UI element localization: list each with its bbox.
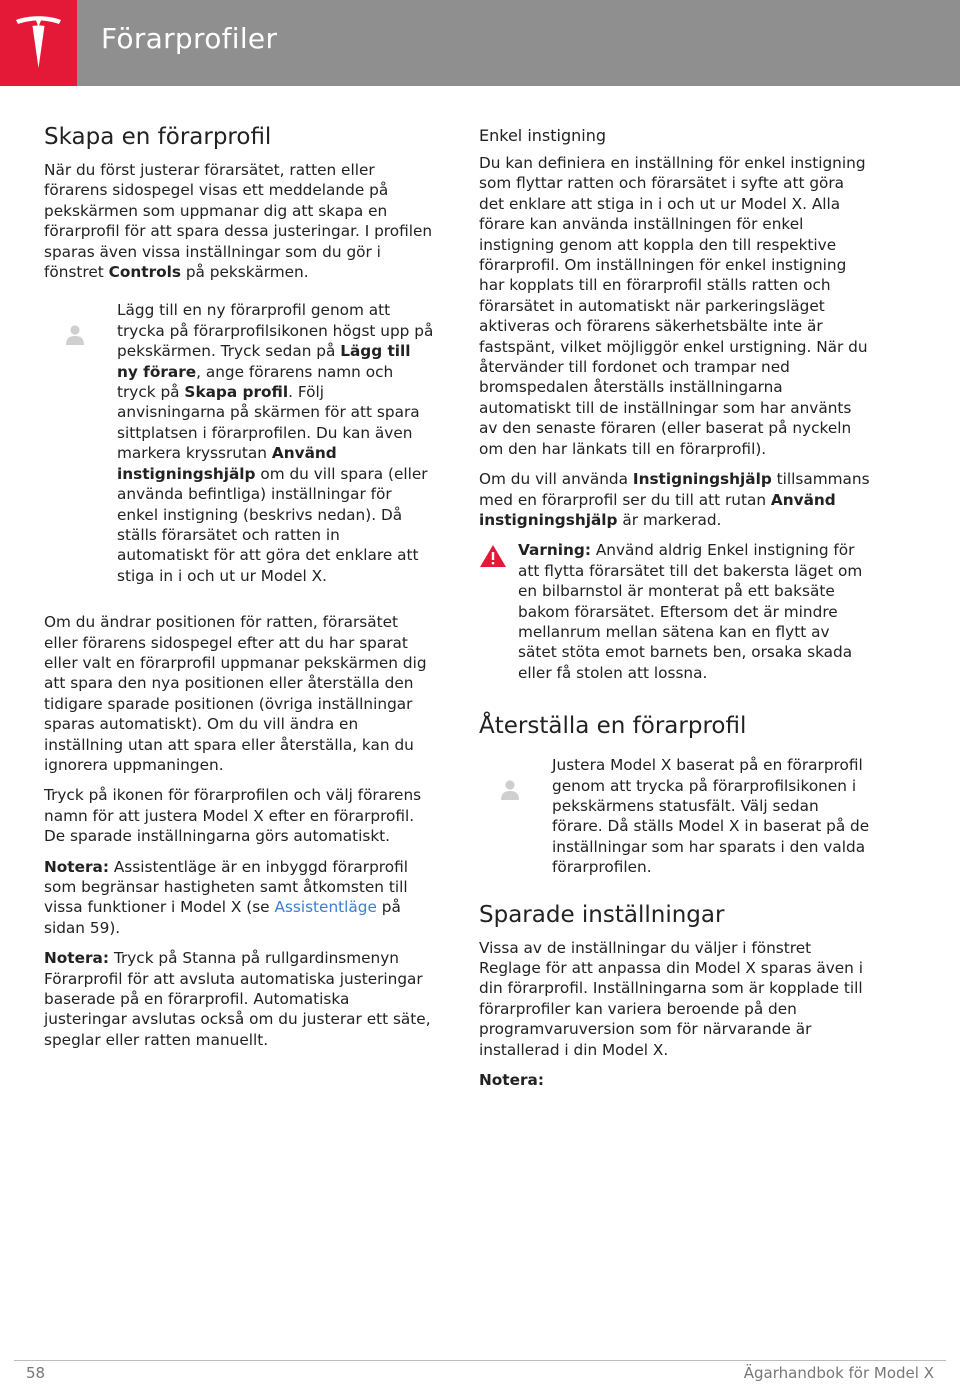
tesla-logo-icon	[14, 14, 63, 70]
driver-profile-icon	[65, 324, 85, 346]
section-heading-restore-profile: Återställa en förarprofil	[479, 713, 747, 740]
warning-icon	[479, 544, 507, 568]
note-text: Justera Model X baserat på en förarprofil genom att trycka på förarprofilsikonen i pekskärmens statusfält. Välj sedan förare. Då ställs Model X in baserat på de inställningar som har sparats i den valda förarprofilen.	[552, 756, 870, 877]
right-column	[479, 126, 871, 1100]
driver-profile-note	[44, 300, 436, 586]
warning-label: Varning:	[518, 541, 591, 560]
text: Assistentläge är en inbyggd förarprofil som begränsar hastigheten samt åtkomsten till vissa funktioner i Model X (se	[44, 857, 408, 917]
text: När du först justerar förarsätet, ratten eller förarens sidospegel visas ett meddelande på pekskärmen som uppmanar dig att skapa en förarprofil för att spara dessa justeringar. I profilen sparas även vissa inställningar som du gör i fönstret	[44, 161, 433, 282]
note-paragraph	[479, 1070, 871, 1090]
intro-paragraph	[44, 160, 436, 282]
paragraph: Du kan definiera en inställning för enkel instigning som flyttar ratten och förarsätet i syfte att göra det enklare att stiga in i och ut ur Model X. Alla förare kan använda inställningen för enkel instigning genom att koppla den till respektive förarprofil. Om inställningen för enkel instigning har kopplats till en förarprofil ställs ratten och förarsätet in automatiskt när parkeringsläget aktiveras och förarens säkerhetsbälte inte är fastspänt, vilket möjliggör enkel urstigning. När du återvänder till fordonet och trampar ned bromspedalen återställs inställningarna automatiskt till de inställningar som har använts av den senaste föraren (eller baserat på nyckeln om den har länkats till en förarprofil).	[479, 154, 868, 458]
text: på pekskärmen.	[180, 263, 309, 282]
bold-term: Lägg till ny förare	[117, 342, 411, 381]
section-heading-create-profile: Skapa en förarprofil	[44, 124, 272, 150]
tesla-logo	[0, 0, 77, 86]
note-label: Notera:	[479, 1071, 544, 1090]
warning-block	[479, 540, 871, 683]
bold-term: Använd instigningshjälp	[479, 490, 836, 529]
restore-profile-note	[479, 755, 871, 877]
paragraph: Om du ändrar positionen för ratten, förarsätet eller förarens sidospegel efter att du har sparat eller valt en förarprofil uppmanar pekskärmen dig att spara den nya positionen eller återställa den tidigare sparade positionen (övriga inställningar sparas automatiskt). Om du vill ändra en inställning utan att spara eller återställa, kan du ignorera uppmaningen.	[44, 613, 427, 774]
text: . Följ anvisningarna på skärmen för att spara sittplatsen i förarprofilen. Du kan även markera kryssrutan	[117, 383, 420, 463]
footer-divider	[14, 1360, 946, 1361]
bold-term: Skapa profil	[184, 383, 289, 402]
text: Om du vill använda	[479, 470, 633, 489]
note-paragraph	[44, 948, 436, 1050]
text: , ange förarens namn och tryck på	[117, 362, 394, 402]
paragraph	[479, 469, 871, 530]
page-header	[0, 0, 960, 86]
note-label: Notera:	[44, 949, 109, 968]
manual-title: Ägarhandbok för Model X	[743, 1364, 934, 1382]
note-text	[117, 300, 436, 586]
note-paragraph	[44, 857, 436, 939]
text: är markerad.	[617, 510, 722, 529]
paragraph: Vissa av de inställningar du väljer i fönstret Reglage för att anpassa din Model X sparas även i din förarprofil. Inställningarna som är kopplade till förarprofiler kan variera beroende på den programvaruversion som för närvarande är installerad i din Model X.	[479, 938, 863, 1059]
text: tillsammans med en förarprofil ser du till att rutan	[479, 470, 870, 509]
page-number: 58	[26, 1364, 46, 1382]
text: Lägg till en ny förarprofil genom att trycka på förarprofilsikonen högst upp på pekskärmen. Tryck sedan på	[117, 301, 434, 361]
bold-term: Instigningshjälp	[632, 470, 772, 489]
text: Använd aldrig Enkel instigning för att flytta förarsätet till det bakersta läget om en bilbarnstol är monterat på ett baksäte bakom förarsätet. Eftersom det är mindre mellanrum mellan sätena kan en flytt av sätet stöta emot barnets ben, orsaka skada eller få stolen att lossna.	[518, 541, 863, 682]
text: Tryck på Stanna på rullgardinsmenyn Förarprofil för att avsluta automatiska justeringar baserade på en förarprofil. Automatiska justeringar avslutas också om du justerar ett säte, speglar eller ratten manuellt.	[44, 949, 431, 1049]
note-label: Notera:	[44, 857, 109, 876]
assistant-mode-link[interactable]: Assistentläge	[274, 898, 377, 917]
text: på sidan 59).	[44, 898, 401, 937]
bold-term: Controls	[108, 263, 181, 282]
driver-profile-icon	[500, 779, 520, 801]
paragraph: Tryck på ikonen för förarprofilen och välj förarens namn för att justera Model X efter en förarprofil. De sparade inställningarna görs automatiskt.	[44, 786, 422, 846]
text: om du vill spara (eller använda befintliga) inställningar för enkel instigning (beskrivs nedan). Då ställs förarsätet och ratten in automatiskt för att göra det enklare att stiga in i och ut ur Model X.	[117, 464, 428, 585]
subheading-easy-entry: Enkel instigning	[479, 126, 606, 145]
left-column	[44, 124, 436, 1060]
warning-text	[518, 540, 871, 683]
section-heading-saved-settings: Sparade inställningar	[479, 901, 725, 928]
page-title: Förarprofiler	[101, 22, 278, 55]
bold-term: Använd instigningshjälp	[117, 444, 337, 483]
